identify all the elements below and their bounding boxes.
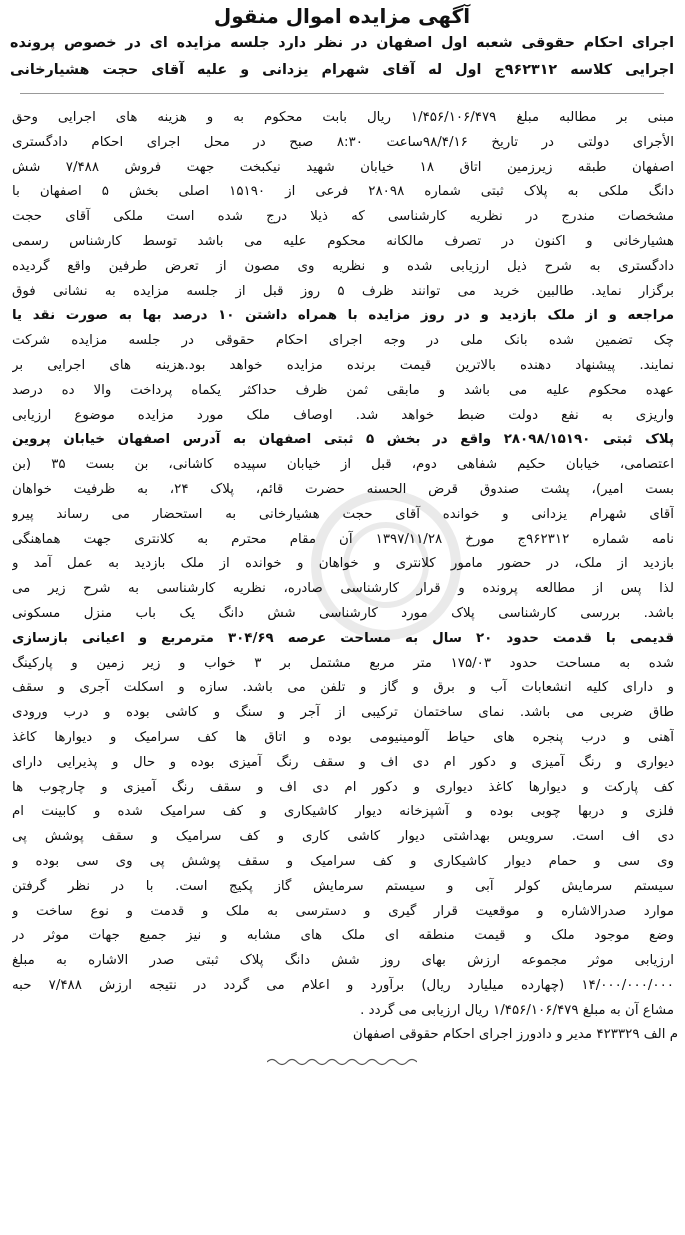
body-line: طاق ضربی می باشد. نمای ساختمان ترکیبی از آجر و سنگ و کاشی بوده و درب ورودی [12, 705, 674, 721]
body-line: وضع موجود ملک و قیمت منطقه ای ملک های مشابه و نیز جمیع جهات موثر در [12, 928, 674, 944]
body-line: شده به مساحت حدود ۱۷۵/۰۳ متر مربع مشتمل بر ۳ خواب و زیر زمین و پارکینگ [12, 655, 674, 671]
body-line: مراجعه و از ملک بازدید و در روز مزایده با همراه داشتن ۱۰ درصد بها به صورت نقد یا [12, 308, 674, 324]
body-line: آقای شهرام یزدانی و خوانده آقای حجت هشیارخانی به استحضار می رساند پیرو [12, 506, 674, 522]
wave-ornament-icon [267, 1057, 417, 1067]
body-line: عهده محکوم علیه می باشد و مابقی ثمن ظرف حداکثر یکماه پرداخت والا ده درصد [12, 382, 674, 398]
body-line: دی اف است. سرویس بهداشتی دیوار کاشی کاری و کف سرامیک و سقف پوشش پی [12, 829, 674, 845]
body-line: الأجرای دولتی در تاریخ ۹۸/۴/۱۶ساعت ۸:۳۰ صبح در محل اجرای احکام دادگستری [12, 134, 674, 150]
body-line: موارد صدرالاشاره و موقعیت قرار گیری و دسترسی به ملک و قدمت و نوع ساخت و [12, 903, 674, 919]
body-line: سیستم سرمایش کولر آبی و سیستم سرمایش گاز پکیج است. با در نظر گرفتن [12, 878, 674, 894]
notice-intro [6, 30, 678, 84]
body-line: مشاع آن به مبلغ ۱/۴۵۶/۱۰۶/۴۷۹ ریال ارزیابی می گردد . [360, 1002, 674, 1018]
body-line: دانگ ملکی به پلاک ثبتی شماره ۲۸۰۹۸ فرعی از ۱۵۱۹۰ اصلی بخش ۵ اصفهان با [12, 184, 674, 200]
signature-line: م الف ۴۲۳۳۲۹ مدیر و دادورز اجرای احکام حقوقی اصفهان [352, 1027, 678, 1043]
body-line: هشیارخانی و اکنون در تصرف مالکانه محکوم علیه می باشد توسط کارشناس رسمی [12, 233, 674, 249]
notice-title: آگهی مزایده اموال منقول [213, 4, 471, 28]
body-line: دیواری و رنگ آمیزی و دکور ام دی اف و سقف رنگ آمیزی بوده و حال و پذیرایی دارای [12, 754, 674, 770]
body-line: فلزی و دربها چوبی بوده و آشپزخانه دیوار کاشیکاری و کف سرامیک شده و کابینت ام [12, 804, 674, 820]
body-line: پلاک ثبتی ۲۸۰۹۸/۱۵۱۹۰ واقع در بخش ۵ ثبتی اصفهان به آدرس اصفهان خیابان پروین [12, 432, 674, 448]
intro-line: اجرایی کلاسه ۹۶۲۳۱۲ج اول له آقای شهرام یزدانی و علیه آقای حجت هشیارخانی [10, 62, 674, 78]
watermark-logo-icon [296, 480, 476, 650]
body-line: دادگستری به شرح ذیل ارزیابی شده و نظریه وی مصون از تعرض طرفین واقع گردیده [12, 258, 674, 274]
body-line: برگزار نماید. طالبین خرید می توانند ظرف ۵ روز قبل از جلسه مزایده به نشانی فوق [12, 283, 674, 299]
body-line: مشخصات مندرج در نظریه کارشناسی که ذیلا درج شده است ملکی آقای حجت [12, 209, 674, 225]
body-line: کف پارکت و دیوارها کاغذ دیواری و دکور ام دی اف و سقف رنگ آمیزی و چارچوب ها [12, 779, 674, 795]
body-line: بست امیر)، پشت صندوق قرض الحسنه حضرت قائم، پلاک ۲۴، به ظرفیت خواهان [12, 481, 674, 497]
body-line: واریزی به نفع دولت ضبط خواهد شد. اوصاف ملک مورد مزایده موضوع ارزیابی [12, 407, 674, 423]
body-line: نامه شماره ۹۶۲۳۱۲ج مورخ ۱۳۹۷/۱۱/۲۸ آن مقام محترم به کلانتری جهت هماهنگی [12, 531, 674, 547]
body-line: ارزیابی موثر مجموعه ارزش بهای روز شش دانگ پلاک ثبتی صدر الاشاره به مبلغ [12, 953, 674, 969]
notice-page [6, 0, 678, 1235]
bottom-ornament [267, 1052, 417, 1062]
body-line: باشد. بررسی کارشناسی پلاک مورد کارشناسی شش دانگ یک باب منزل مسکونی [12, 605, 674, 621]
body-line: وی سی و حمام دیوار کاشیکاری و کف سرامیک و سقف پوشش پی وی سی بوده و [12, 853, 674, 869]
body-line: نمایند. پیشنهاد دهنده بالاترین قیمت برنده مزایده خواهد بود.هزینه های اجرایی بر [12, 357, 674, 373]
body-line: و دارای کلیه انشعابات آب و برق و گاز و تلفن می باشد. سازه و اسکلت آجری و سقف [12, 680, 674, 696]
body-line: قدیمی با قدمت حدود ۲۰ سال به مساحت عرصه ۳۰۴/۶۹ مترمربع و اعیانی بازسازی [12, 630, 674, 646]
divider-ornament [20, 90, 664, 98]
body-line: بازدید از ملک، در حضور مامور کلانتری و خواهان و خوانده از ملک بازدید به عمل آمد و [12, 556, 674, 572]
body-line: ۱۴/۰۰۰/۰۰۰/۰۰۰ (چهارده میلیارد ریال) برآورد و اعلام می گردد در نتیجه ارزش ۷/۴۸۸ حبه [12, 977, 674, 993]
body-line: آهنی و درب پنجره های حیاط آلومینیومی بوده و اتاق ها کف سرامیک و دیوارها کاغذ [12, 729, 674, 745]
body-line: مبنی بر مطالبه مبلغ ۱/۴۵۶/۱۰۶/۴۷۹ ریال بابت محکوم به و هزینه های اجرایی وحق [12, 110, 674, 125]
body-line: لذا پس از مطالعه پرونده و قرار کارشناسی صادره، نظریه کارشناسی به شرح زیر می [12, 581, 674, 597]
intro-line: اجرای احکام حقوقی شعبه اول اصفهان در نظر دارد جلسه مزایده ای در خصوص پرونده [10, 35, 674, 51]
body-line: چک تضمین شده بانک ملی در وجه اجرای احکام حقوقی در جلسه مزایده شرکت [12, 333, 674, 349]
body-line: اعتصامی، خیابان حکیم شفاهی دوم، قبل از خیابان سپیده کاشانی، بن بست ۳۵ (بن [12, 457, 674, 473]
body-line: اصفهان طبقه زیرزمین اتاق ۱۸ خیابان شهید نیکبخت جهت فروش ۷/۴۸۸ شش [12, 159, 674, 175]
